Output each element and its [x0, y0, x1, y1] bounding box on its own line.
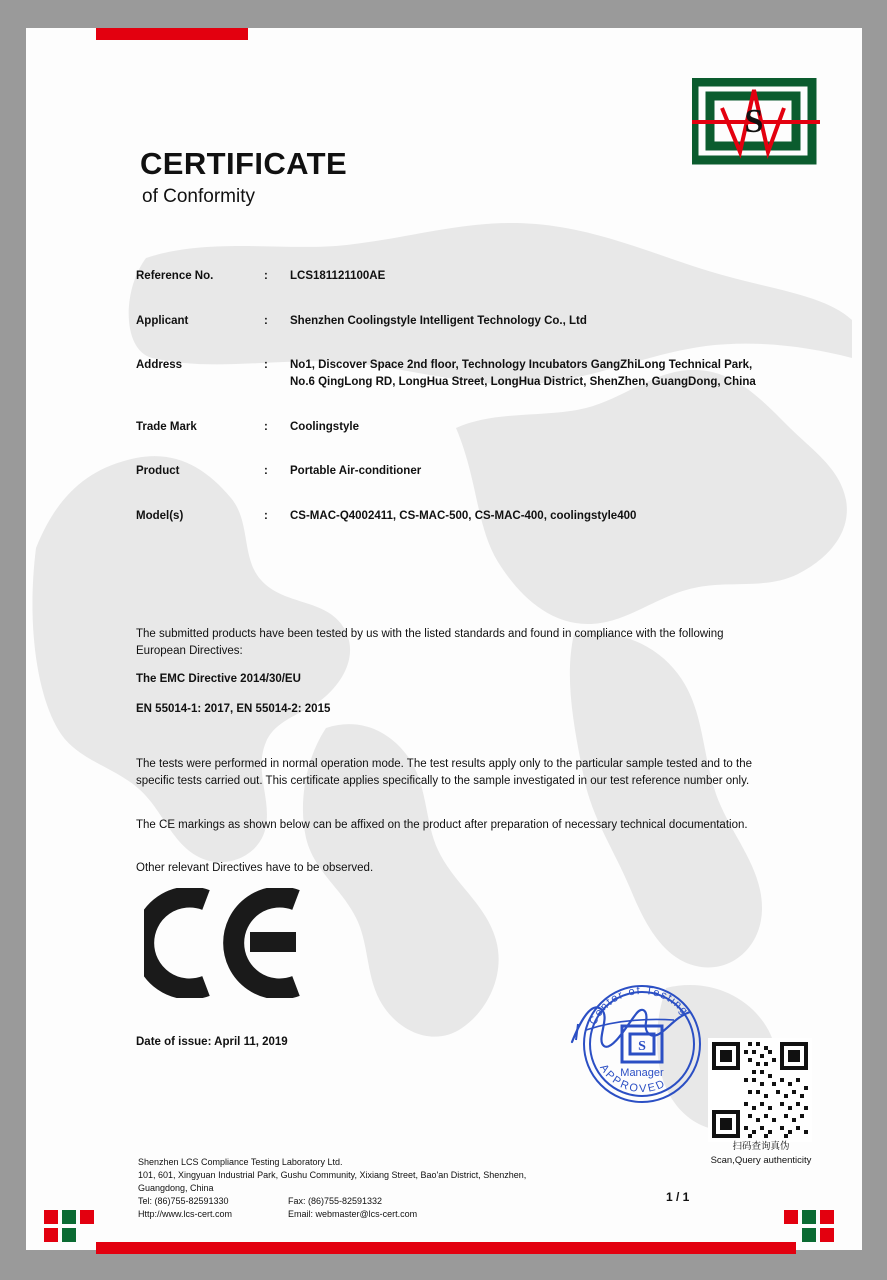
detail-colon: :: [264, 465, 268, 478]
detail-label: Trade Mark: [136, 420, 197, 433]
stamp-bottom-text: APPROVED: [597, 1062, 669, 1096]
paragraph-other-directives: Other relevant Directives have to be observed.: [136, 862, 374, 874]
corner-square-red: [820, 1228, 834, 1242]
detail-row: [136, 419, 776, 436]
top-red-bar: [96, 28, 248, 40]
footer-http[interactable]: Http://www.lcs-cert.com: [138, 1209, 233, 1220]
paragraph-tests: The tests were performed in normal operation mode. The test results apply only to the particular sample tested and to the specific tests carried out. This certificate applies specifically to the sample investigated in our test reference number only.: [136, 758, 753, 788]
corner-square-green: [802, 1210, 816, 1224]
standards-list: EN 55014-1: 2017, EN 55014-2: 2015: [136, 703, 331, 715]
footer: [138, 1156, 658, 1221]
page-subtitle: of Conformity: [142, 186, 255, 207]
detail-row: [136, 508, 776, 525]
corner-square-red: [784, 1210, 798, 1224]
detail-label: Product: [136, 465, 180, 478]
footer-email[interactable]: Email: webmaster@lcs-cert.com: [288, 1209, 418, 1220]
page-number: 1 / 1: [666, 1190, 690, 1204]
date-of-issue: Date of issue: April 11, 2019: [136, 1036, 288, 1048]
certificate-details: [136, 268, 776, 553]
corner-square-red: [44, 1210, 58, 1224]
footer-contacts: [138, 1195, 658, 1208]
footer-tel: Tel: (86)755-82591330: [138, 1196, 229, 1207]
detail-value: CS-MAC-Q4002411, CS-MAC-500, CS-MAC-400, coolingstyle400: [290, 510, 637, 523]
ce-mark-icon: [144, 888, 314, 998]
svg-text:S: S: [744, 103, 764, 140]
stamp-role: Manager: [620, 1067, 664, 1079]
page-title: CERTIFICATE: [140, 146, 348, 181]
detail-value: Shenzhen Coolingstyle Intelligent Technology Co., Ltd: [290, 314, 587, 327]
bottom-red-bar: [96, 1242, 796, 1254]
detail-label: Reference No.: [136, 270, 214, 282]
lcs-logo-icon: [692, 78, 822, 166]
certificate-page: [26, 28, 862, 1250]
corner-square-green: [62, 1210, 76, 1224]
emc-directive: The EMC Directive 2014/30/EU: [136, 673, 301, 685]
detail-value: Portable Air-conditioner: [290, 465, 422, 478]
detail-row: [136, 313, 776, 330]
stamp-top-text: Center of Testing: [587, 984, 691, 1027]
corner-square-red: [44, 1228, 58, 1242]
detail-colon: :: [264, 510, 268, 523]
qr-code[interactable]: [708, 1038, 812, 1142]
detail-label: Applicant: [136, 314, 189, 327]
detail-label: Model(s): [136, 510, 184, 523]
qr-caption: [686, 1140, 836, 1169]
qr-caption-en: Scan,Query authenticity: [710, 1155, 812, 1167]
corner-square-red: [820, 1210, 834, 1224]
detail-colon: :: [264, 359, 268, 372]
detail-value: Coolingstyle: [290, 420, 360, 433]
footer-web: [138, 1208, 658, 1221]
detail-row: [136, 463, 776, 480]
corner-square-green: [62, 1228, 76, 1242]
detail-row: [136, 268, 776, 285]
detail-row: [136, 357, 776, 390]
footer-address-line1: 101, 601, Xingyuan Industrial Park, Gushu Community, Xixiang Street, Bao'an District, Shenzhen,: [138, 1170, 527, 1181]
detail-colon: :: [264, 314, 268, 327]
svg-text:S: S: [638, 1039, 646, 1054]
detail-value: No1, Discover Space 2nd floor, Technology Incubators GangZhiLong Technical Park, No.6 QingLong RD, LongHua Street, LongHua District, ShenZhen, GuangDong, China: [290, 359, 756, 389]
footer-address-line2: Guangdong, China: [138, 1183, 214, 1194]
corner-square-green: [802, 1228, 816, 1242]
footer-fax: Fax: (86)755-82591332: [288, 1196, 383, 1207]
detail-value: LCS181121100AE: [290, 270, 386, 282]
detail-colon: :: [264, 420, 268, 433]
footer-company: Shenzhen LCS Compliance Testing Laboratory Ltd.: [138, 1157, 343, 1167]
signature: [566, 996, 696, 1056]
paragraph-intro: The submitted products have been tested by us with the listed standards and found in compliance with the following European Directives:: [136, 628, 724, 658]
qr-caption-cn: 扫码查询真伪: [732, 1141, 790, 1152]
detail-colon: :: [264, 270, 268, 282]
detail-label: Address: [136, 359, 183, 372]
corner-square-red: [80, 1210, 94, 1224]
paragraph-ce-marking: The CE markings as shown below can be affixed on the product after preparation of necessary technical documentation.: [136, 819, 748, 831]
